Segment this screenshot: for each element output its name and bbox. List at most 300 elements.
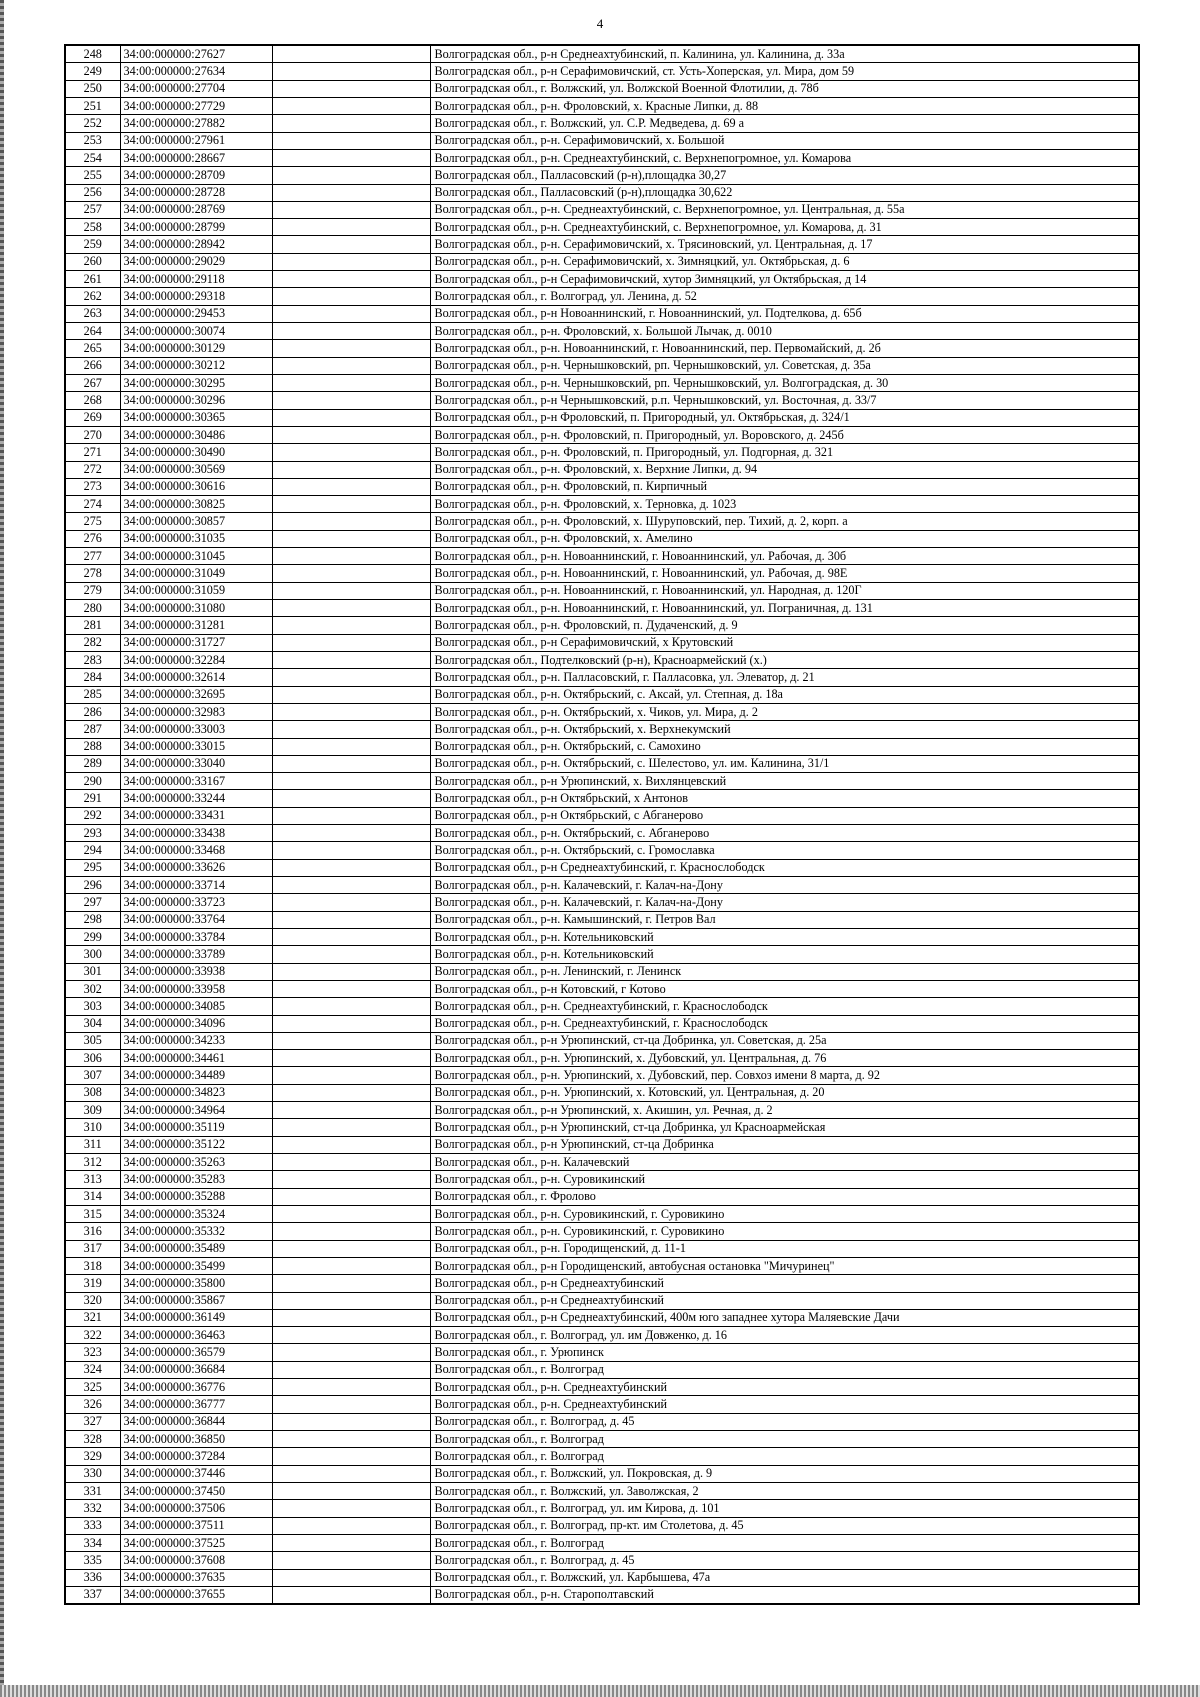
table-row <box>65 1431 1139 1448</box>
blank-cell <box>272 703 430 720</box>
cadastral-number: 34:00:000000:33938 <box>120 963 272 980</box>
cadastral-number: 34:00:000000:33003 <box>120 721 272 738</box>
address: Волгоградская обл., р-н. Среднеахтубинский <box>430 1396 1139 1413</box>
row-number: 311 <box>65 1136 120 1153</box>
cadastral-number: 34:00:000000:33431 <box>120 807 272 824</box>
cadastral-number: 34:00:000000:36850 <box>120 1431 272 1448</box>
blank-cell <box>272 738 430 755</box>
address: Волгоградская обл., р-н. Фроловский, х. Красные Липки, д. 88 <box>430 97 1139 114</box>
table-row <box>65 980 1139 997</box>
cadastral-number: 34:00:000000:31281 <box>120 617 272 634</box>
address: Волгоградская обл., р-н. Ленинский, г. Ленинск <box>430 963 1139 980</box>
blank-cell <box>272 1344 430 1361</box>
table-row <box>65 1500 1139 1517</box>
blank-cell <box>272 530 430 547</box>
blank-cell <box>272 1084 430 1101</box>
table-row <box>65 1188 1139 1205</box>
cadastral-number: 34:00:000000:28728 <box>120 184 272 201</box>
blank-cell <box>272 773 430 790</box>
table-row <box>65 617 1139 634</box>
row-number: 273 <box>65 478 120 495</box>
address: Волгоградская обл., р-н. Фроловский, п. Кирпичный <box>430 478 1139 495</box>
address: Волгоградская обл., р-н. Суровикинский <box>430 1171 1139 1188</box>
cadastral-number: 34:00:000000:32695 <box>120 686 272 703</box>
address: Волгоградская обл., р-н. Чернышковский, рп. Чернышковский, ул. Советская, д. 35а <box>430 357 1139 374</box>
address: Волгоградская обл., г. Волгоград, ул. Ленина, д. 52 <box>430 288 1139 305</box>
row-number: 283 <box>65 651 120 668</box>
cadastral-number: 34:00:000000:37450 <box>120 1482 272 1499</box>
row-number: 306 <box>65 1050 120 1067</box>
address: Волгоградская обл., р-н Серафимовичский, хутор Зимняцкий, ул Октябрьская, д 14 <box>430 271 1139 288</box>
blank-cell <box>272 928 430 945</box>
address: Волгоградская обл., г. Волжский, ул. Волжской Военной Флотилии, д. 78б <box>430 80 1139 97</box>
cadastral-number: 34:00:000000:27961 <box>120 132 272 149</box>
address: Волгоградская обл., р-н Фроловский, п. Пригородный, ул. Октябрьская, д. 324/1 <box>430 409 1139 426</box>
address: Волгоградская обл., р-н. Чернышковский, рп. Чернышковский, ул. Волгоградская, д. 30 <box>430 374 1139 391</box>
cadastral-number: 34:00:000000:29318 <box>120 288 272 305</box>
table-row <box>65 928 1139 945</box>
table-row <box>65 721 1139 738</box>
blank-cell <box>272 1431 430 1448</box>
address: Волгоградская обл., р-н. Среднеахтубинский, г. Краснослободск <box>430 998 1139 1015</box>
address: Волгоградская обл., р-н Городищенский, автобусная остановка "Мичуринец" <box>430 1257 1139 1274</box>
cadastral-number: 34:00:000000:35119 <box>120 1119 272 1136</box>
blank-cell <box>272 894 430 911</box>
blank-cell <box>272 617 430 634</box>
blank-cell <box>272 201 430 218</box>
row-number: 260 <box>65 253 120 270</box>
address: Волгоградская обл., г. Волжский, ул. Карбышева, 47а <box>430 1569 1139 1586</box>
blank-cell <box>272 1275 430 1292</box>
row-number: 275 <box>65 513 120 530</box>
row-number: 252 <box>65 115 120 132</box>
table-row <box>65 63 1139 80</box>
blank-cell <box>272 184 430 201</box>
cadastral-number: 34:00:000000:33468 <box>120 842 272 859</box>
address: Волгоградская обл., р-н Урюпинский, ст-ца Добринка <box>430 1136 1139 1153</box>
address: Волгоградская обл., г. Волгоград, пр-кт. им Столетова, д. 45 <box>430 1517 1139 1534</box>
table-row <box>65 461 1139 478</box>
table-row <box>65 253 1139 270</box>
cadastral-number: 34:00:000000:35288 <box>120 1188 272 1205</box>
blank-cell <box>272 1569 430 1586</box>
address: Волгоградская обл., р-н. Новоаннинский, г. Новоаннинский, ул. Пограничная, д. 131 <box>430 600 1139 617</box>
cadastral-number: 34:00:000000:37608 <box>120 1552 272 1569</box>
cadastral-number: 34:00:000000:33723 <box>120 894 272 911</box>
row-number: 255 <box>65 167 120 184</box>
address: Волгоградская обл., р-н. Серафимовичский, х. Большой <box>430 132 1139 149</box>
blank-cell <box>272 998 430 1015</box>
blank-cell <box>272 1309 430 1326</box>
cadastral-number: 34:00:000000:31059 <box>120 582 272 599</box>
blank-cell <box>272 219 430 236</box>
row-number: 314 <box>65 1188 120 1205</box>
row-number: 316 <box>65 1223 120 1240</box>
blank-cell <box>272 1171 430 1188</box>
blank-cell <box>272 288 430 305</box>
row-number: 309 <box>65 1102 120 1119</box>
address: Волгоградская обл., р-н Среднеахтубинский, г. Краснослободск <box>430 859 1139 876</box>
table-row <box>65 1257 1139 1274</box>
row-number: 325 <box>65 1379 120 1396</box>
blank-cell <box>272 669 430 686</box>
blank-cell <box>272 1517 430 1534</box>
table-row <box>65 201 1139 218</box>
cadastral-number: 34:00:000000:33784 <box>120 928 272 945</box>
blank-cell <box>272 807 430 824</box>
blank-cell <box>272 63 430 80</box>
cadastral-number: 34:00:000000:37284 <box>120 1448 272 1465</box>
table-row <box>65 894 1139 911</box>
row-number: 280 <box>65 600 120 617</box>
cadastral-number: 34:00:000000:33958 <box>120 980 272 997</box>
cadastral-number: 34:00:000000:36777 <box>120 1396 272 1413</box>
cadastral-number: 34:00:000000:34085 <box>120 998 272 1015</box>
cadastral-number: 34:00:000000:36844 <box>120 1413 272 1430</box>
blank-cell <box>272 1102 430 1119</box>
blank-cell <box>272 97 430 114</box>
cadastral-number: 34:00:000000:32983 <box>120 703 272 720</box>
blank-cell <box>272 496 430 513</box>
row-number: 323 <box>65 1344 120 1361</box>
table-row <box>65 825 1139 842</box>
blank-cell <box>272 1379 430 1396</box>
address: Волгоградская обл., р-н. Среднеахтубинский, с. Верхнепогромное, ул. Комарова <box>430 149 1139 166</box>
blank-cell <box>272 426 430 443</box>
row-number: 279 <box>65 582 120 599</box>
row-number: 334 <box>65 1534 120 1551</box>
table-row <box>65 1448 1139 1465</box>
blank-cell <box>272 651 430 668</box>
blank-cell <box>272 323 430 340</box>
cadastral-number: 34:00:000000:33764 <box>120 911 272 928</box>
row-number: 285 <box>65 686 120 703</box>
row-number: 258 <box>65 219 120 236</box>
registry-body <box>65 45 1139 1604</box>
address: Волгоградская обл., р-н. Новоаннинский, г. Новоаннинский, ул. Рабочая, д. 30б <box>430 548 1139 565</box>
cadastral-number: 34:00:000000:27634 <box>120 63 272 80</box>
row-number: 332 <box>65 1500 120 1517</box>
table-row <box>65 1396 1139 1413</box>
blank-cell <box>272 1413 430 1430</box>
cadastral-number: 34:00:000000:28799 <box>120 219 272 236</box>
row-number: 266 <box>65 357 120 374</box>
blank-cell <box>272 565 430 582</box>
cadastral-number: 34:00:000000:35499 <box>120 1257 272 1274</box>
cadastral-number: 34:00:000000:30569 <box>120 461 272 478</box>
row-number: 254 <box>65 149 120 166</box>
row-number: 277 <box>65 548 120 565</box>
cadastral-number: 34:00:000000:36684 <box>120 1361 272 1378</box>
row-number: 327 <box>65 1413 120 1430</box>
row-number: 329 <box>65 1448 120 1465</box>
address: Волгоградская обл., Палласовский (р-н),площадка 30,27 <box>430 167 1139 184</box>
table-row <box>65 548 1139 565</box>
scan-edge-left <box>0 0 4 1697</box>
table-row <box>65 97 1139 114</box>
row-number: 248 <box>65 45 120 63</box>
row-number: 330 <box>65 1465 120 1482</box>
table-row <box>65 1327 1139 1344</box>
cadastral-number: 34:00:000000:37655 <box>120 1586 272 1604</box>
cadastral-number: 34:00:000000:36579 <box>120 1344 272 1361</box>
address: Волгоградская обл., р-н. Фроловский, х. Шуруповский, пер. Тихий, д. 2, корп. а <box>430 513 1139 530</box>
address: Волгоградская обл., р-н Серафимовичский, ст. Усть-Хоперская, ул. Мира, дом 59 <box>430 63 1139 80</box>
row-number: 284 <box>65 669 120 686</box>
table-row <box>65 496 1139 513</box>
cadastral-number: 34:00:000000:31049 <box>120 565 272 582</box>
blank-cell <box>272 80 430 97</box>
blank-cell <box>272 548 430 565</box>
row-number: 335 <box>65 1552 120 1569</box>
page-number: 4 <box>596 16 604 31</box>
cadastral-number: 34:00:000000:29118 <box>120 271 272 288</box>
table-row <box>65 1344 1139 1361</box>
table-row <box>65 703 1139 720</box>
row-number: 249 <box>65 63 120 80</box>
blank-cell <box>272 859 430 876</box>
table-row <box>65 305 1139 322</box>
address: Волгоградская обл., р-н. Октябрьский, с. Аксай, ул. Степная, д. 18а <box>430 686 1139 703</box>
table-row <box>65 911 1139 928</box>
row-number: 293 <box>65 825 120 842</box>
table-row <box>65 738 1139 755</box>
address: Волгоградская обл., р-н Среднеахтубинский <box>430 1292 1139 1309</box>
row-number: 310 <box>65 1119 120 1136</box>
blank-cell <box>272 963 430 980</box>
blank-cell <box>272 1240 430 1257</box>
cadastral-number: 34:00:000000:33714 <box>120 877 272 894</box>
cadastral-number: 34:00:000000:36463 <box>120 1327 272 1344</box>
table-row <box>65 963 1139 980</box>
cadastral-number: 34:00:000000:30365 <box>120 409 272 426</box>
table-row <box>65 236 1139 253</box>
table-row <box>65 184 1139 201</box>
blank-cell <box>272 357 430 374</box>
table-row <box>65 45 1139 63</box>
blank-cell <box>272 582 430 599</box>
blank-cell <box>272 1292 430 1309</box>
table-row <box>65 1292 1139 1309</box>
row-number: 319 <box>65 1275 120 1292</box>
row-number: 289 <box>65 755 120 772</box>
blank-cell <box>272 1050 430 1067</box>
table-row <box>65 444 1139 461</box>
row-number: 322 <box>65 1327 120 1344</box>
address: Волгоградская обл., г. Волжский, ул. Покровская, д. 9 <box>430 1465 1139 1482</box>
blank-cell <box>272 305 430 322</box>
row-number: 313 <box>65 1171 120 1188</box>
table-row <box>65 790 1139 807</box>
cadastral-number: 34:00:000000:35867 <box>120 1292 272 1309</box>
address: Волгоградская обл., р-н. Котельниковский <box>430 928 1139 945</box>
table-row <box>65 167 1139 184</box>
row-number: 333 <box>65 1517 120 1534</box>
row-number: 337 <box>65 1586 120 1604</box>
table-row <box>65 1413 1139 1430</box>
blank-cell <box>272 409 430 426</box>
address: Волгоградская обл., р-н Новоаннинский, г. Новоаннинский, ул. Подтелкова, д. 65б <box>430 305 1139 322</box>
cadastral-number: 34:00:000000:34964 <box>120 1102 272 1119</box>
blank-cell <box>272 132 430 149</box>
table-row <box>65 392 1139 409</box>
row-number: 291 <box>65 790 120 807</box>
table-row <box>65 288 1139 305</box>
cadastral-number: 34:00:000000:28667 <box>120 149 272 166</box>
row-number: 282 <box>65 634 120 651</box>
table-row <box>65 1275 1139 1292</box>
row-number: 278 <box>65 565 120 582</box>
row-number: 288 <box>65 738 120 755</box>
table-row <box>65 1361 1139 1378</box>
cadastral-number: 34:00:000000:34461 <box>120 1050 272 1067</box>
cadastral-number: 34:00:000000:34233 <box>120 1032 272 1049</box>
address: Волгоградская обл., р-н Урюпинский, х. Акишин, ул. Речная, д. 2 <box>430 1102 1139 1119</box>
address: Волгоградская обл., г. Волгоград <box>430 1431 1139 1448</box>
row-number: 287 <box>65 721 120 738</box>
row-number: 301 <box>65 963 120 980</box>
address: Волгоградская обл., р-н. Фроловский, х. Большой Лычак, д. 0010 <box>430 323 1139 340</box>
cadastral-number: 34:00:000000:33626 <box>120 859 272 876</box>
table-row <box>65 357 1139 374</box>
row-number: 269 <box>65 409 120 426</box>
row-number: 331 <box>65 1482 120 1499</box>
table-row <box>65 1465 1139 1482</box>
blank-cell <box>272 271 430 288</box>
address: Волгоградская обл., р-н. Фроловский, п. Дудаченский, д. 9 <box>430 617 1139 634</box>
blank-cell <box>272 1067 430 1084</box>
table-row <box>65 530 1139 547</box>
table-row <box>65 669 1139 686</box>
blank-cell <box>272 115 430 132</box>
table-row <box>65 1309 1139 1326</box>
table-row <box>65 1154 1139 1171</box>
blank-cell <box>272 825 430 842</box>
address: Волгоградская обл., р-н. Урюпинский, х. Дубовский, ул. Центральная, д. 76 <box>430 1050 1139 1067</box>
table-row <box>65 859 1139 876</box>
blank-cell <box>272 790 430 807</box>
address: Волгоградская обл., р-н. Среднеахтубинский, с. Верхнепогромное, ул. Центральная, д. 55а <box>430 201 1139 218</box>
cadastral-number: 34:00:000000:30490 <box>120 444 272 461</box>
blank-cell <box>272 1032 430 1049</box>
cadastral-number: 34:00:000000:30616 <box>120 478 272 495</box>
address: Волгоградская обл., г. Волгоград, ул. им Кирова, д. 101 <box>430 1500 1139 1517</box>
address: Волгоградская обл., р-н. Фроловский, х. Верхние Липки, д. 94 <box>430 461 1139 478</box>
cadastral-number: 34:00:000000:30129 <box>120 340 272 357</box>
row-number: 259 <box>65 236 120 253</box>
address: Волгоградская обл., р-н. Октябрьский, х. Верхнекумский <box>430 721 1139 738</box>
blank-cell <box>272 1223 430 1240</box>
address: Волгоградская обл., р-н Чернышковский, р.п. Чернышковский, ул. Восточная, д. 33/7 <box>430 392 1139 409</box>
row-number: 272 <box>65 461 120 478</box>
table-row <box>65 1517 1139 1534</box>
cadastral-number: 34:00:000000:31035 <box>120 530 272 547</box>
blank-cell <box>272 444 430 461</box>
table-row <box>65 651 1139 668</box>
row-number: 304 <box>65 1015 120 1032</box>
address: Волгоградская обл., г. Волжский, ул. Заволжская, 2 <box>430 1482 1139 1499</box>
table-row <box>65 409 1139 426</box>
cadastral-number: 34:00:000000:30857 <box>120 513 272 530</box>
blank-cell <box>272 721 430 738</box>
cadastral-number: 34:00:000000:33438 <box>120 825 272 842</box>
cadastral-number: 34:00:000000:37525 <box>120 1534 272 1551</box>
address: Волгоградская обл., р-н Октябрьский, х Антонов <box>430 790 1139 807</box>
address: Волгоградская обл., р-н. Городищенский, д. 11-1 <box>430 1240 1139 1257</box>
blank-cell <box>272 1257 430 1274</box>
blank-cell <box>272 478 430 495</box>
address: Волгоградская обл., р-н. Новоаннинский, г. Новоаннинский, пер. Первомайский, д. 2б <box>430 340 1139 357</box>
cadastral-number: 34:00:000000:27704 <box>120 80 272 97</box>
blank-cell <box>272 634 430 651</box>
address: Волгоградская обл., г. Урюпинск <box>430 1344 1139 1361</box>
blank-cell <box>272 842 430 859</box>
address: Волгоградская обл., г. Волгоград <box>430 1361 1139 1378</box>
blank-cell <box>272 1500 430 1517</box>
row-number: 268 <box>65 392 120 409</box>
address: Волгоградская обл., р-н Серафимовичский, х Крутовский <box>430 634 1139 651</box>
table-row <box>65 946 1139 963</box>
table-row <box>65 1084 1139 1101</box>
row-number: 318 <box>65 1257 120 1274</box>
table-row <box>65 877 1139 894</box>
row-number: 271 <box>65 444 120 461</box>
row-number: 307 <box>65 1067 120 1084</box>
table-row <box>65 1050 1139 1067</box>
cadastral-number: 34:00:000000:30212 <box>120 357 272 374</box>
table-row <box>65 1136 1139 1153</box>
blank-cell <box>272 1361 430 1378</box>
address: Волгоградская обл., р-н Урюпинский, х. Вихлянцевский <box>430 773 1139 790</box>
cadastral-number: 34:00:000000:34096 <box>120 1015 272 1032</box>
table-row <box>65 513 1139 530</box>
cadastral-number: 34:00:000000:29453 <box>120 305 272 322</box>
address: Волгоградская обл., р-н. Фроловский, х. Амелино <box>430 530 1139 547</box>
registry-table <box>64 44 1140 1605</box>
cadastral-number: 34:00:000000:28942 <box>120 236 272 253</box>
address: Волгоградская обл., Палласовский (р-н),площадка 30,622 <box>430 184 1139 201</box>
table-row <box>65 1223 1139 1240</box>
table-row <box>65 1205 1139 1222</box>
row-number: 300 <box>65 946 120 963</box>
blank-cell <box>272 686 430 703</box>
table-row <box>65 755 1139 772</box>
cadastral-number: 34:00:000000:32614 <box>120 669 272 686</box>
table-row <box>65 80 1139 97</box>
address: Волгоградская обл., г. Фролово <box>430 1188 1139 1205</box>
table-row <box>65 998 1139 1015</box>
address: Волгоградская обл., р-н Среднеахтубинский <box>430 1275 1139 1292</box>
cadastral-number: 34:00:000000:34489 <box>120 1067 272 1084</box>
blank-cell <box>272 1205 430 1222</box>
blank-cell <box>272 1586 430 1604</box>
address: Волгоградская обл., р-н. Октябрьский, х. Чиков, ул. Мира, д. 2 <box>430 703 1139 720</box>
row-number: 290 <box>65 773 120 790</box>
row-number: 263 <box>65 305 120 322</box>
row-number: 296 <box>65 877 120 894</box>
table-row <box>65 582 1139 599</box>
row-number: 294 <box>65 842 120 859</box>
row-number: 303 <box>65 998 120 1015</box>
table-row <box>65 807 1139 824</box>
cadastral-number: 34:00:000000:30295 <box>120 374 272 391</box>
table-row <box>65 1119 1139 1136</box>
address: Волгоградская обл., р-н. Фроловский, х. Терновка, д. 1023 <box>430 496 1139 513</box>
address: Волгоградская обл., г. Волгоград <box>430 1534 1139 1551</box>
table-row <box>65 1067 1139 1084</box>
cadastral-number: 34:00:000000:30825 <box>120 496 272 513</box>
address: Волгоградская обл., р-н. Новоаннинский, г. Новоаннинский, ул. Рабочая, д. 98Е <box>430 565 1139 582</box>
